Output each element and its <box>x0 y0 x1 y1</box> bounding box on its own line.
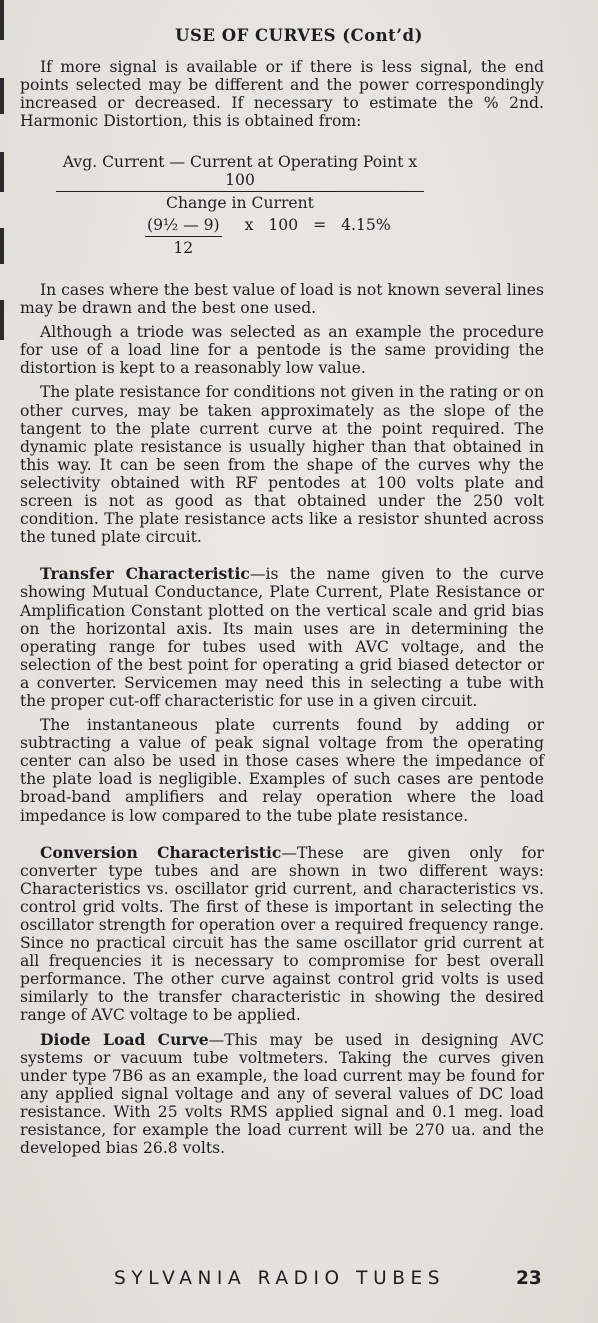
paragraph: In cases where the best value of load is not known several lines may be drawn and the best one used. <box>20 281 544 318</box>
calc-numerator: (9½ — 9) <box>145 216 222 237</box>
section-heading: Transfer Characteristic <box>40 564 250 584</box>
binding-edge-mark <box>0 300 4 340</box>
footer-brand: SYLVANIA RADIO TUBES <box>114 1268 446 1289</box>
binding-edge-mark <box>0 228 4 264</box>
paragraph-conversion-characteristic: Conversion Characteristic—These are given only for converter type tubes and are shown in two different ways: Characteristics vs. oscillator grid current, and characteristics vs. control grid volts. The first of these is important in selecting the oscillator strength for operation over a required frequency range. Since no practical circuit has the same oscillator grid current at all frequencies it is necessary to compromise for best overall performance. The other curve against control grid volts is used similarly to the transfer characteristic in showing the desired range of AVC voltage to be applied. <box>20 842 544 1025</box>
intro-paragraph <box>20 58 544 130</box>
paragraph-transfer-characteristic: Transfer Characteristic—is the name given to the curve showing Mutual Conductance, Plate Current, Plate Resistance or Amplification Constant plotted on the vertical scale and grid bias on the horizontal axis. Its main uses are in determining the operating range for tubes used with AVC voltage, and the selection of the best point for operating a grid biased detector or a converter. Servicemen may need this in selecting a tube with the proper cut-off characteristic for use in a given circuit. <box>20 564 544 710</box>
page-footer <box>0 1268 598 1294</box>
page-number: 23 <box>516 1268 542 1289</box>
formula-denominator: Change in Current <box>166 194 314 212</box>
calc-fraction <box>145 216 222 257</box>
page-title: USE OF CURVES (Cont’d) <box>175 26 423 45</box>
intro-text: If more signal is available or if there is less signal, the end points selected may be different and the power correspondingly increased or decreased. If necessary to estimate the % 2nd. Harmonic Distortion, this is obtained from: <box>20 58 544 131</box>
distortion-formula <box>56 153 424 212</box>
body-text <box>20 281 544 1163</box>
section-heading: Diode Load Curve <box>40 1029 209 1049</box>
calc-denominator: 12 <box>173 239 194 257</box>
formula-numerator: Avg. Current — Current at Operating Point x 100 <box>56 153 424 192</box>
paragraph-diode-load-curve: Diode Load Curve—This may be used in designing AVC systems or vacuum tube voltmeters. Taking the curves given under type 7B6 as an example, the load current may be found for any applied signal voltage and any of several values of DC load resistance. With 25 volts RMS applied signal and 0.1 meg. load resistance, for example the load current will be 270 ua. and the developed bias 26.8 volts. <box>20 1029 544 1158</box>
binding-edge-mark <box>0 78 4 114</box>
paragraph: The plate resistance for conditions not given in the rating or on other curves, may be taken approximately as the slope of the tangent to the plate current curve at the point required. The dynamic plate resistance is usually higher than that obtained in this way. It can be seen from the shape of the curves why the selectivity obtained with RF pentodes at 100 volts plate and screen is not as good as that obtained under the 250 volt condition. The plate resistance acts like a resistor shunted across the tuned plate circuit. <box>20 383 544 547</box>
distortion-calculation <box>145 216 391 257</box>
section-heading: Conversion Characteristic <box>40 842 282 862</box>
binding-edge-mark <box>0 152 4 192</box>
paragraph: The instantaneous plate currents found by adding or subtracting a value of peak signal voltage from the operating center can also be used in those cases where the impedance of the plate load is negligible. Examples of such cases are pentode broad-band amplifiers and relay operation where the load impedance is low compared to the tube plate resistance. <box>20 716 544 825</box>
calc-result: x 100 = 4.15% <box>244 216 391 234</box>
paragraph: Although a triode was selected as an example the procedure for use of a load line for a pentode is the same providing the distortion is kept to a reasonably low value. <box>20 323 544 378</box>
